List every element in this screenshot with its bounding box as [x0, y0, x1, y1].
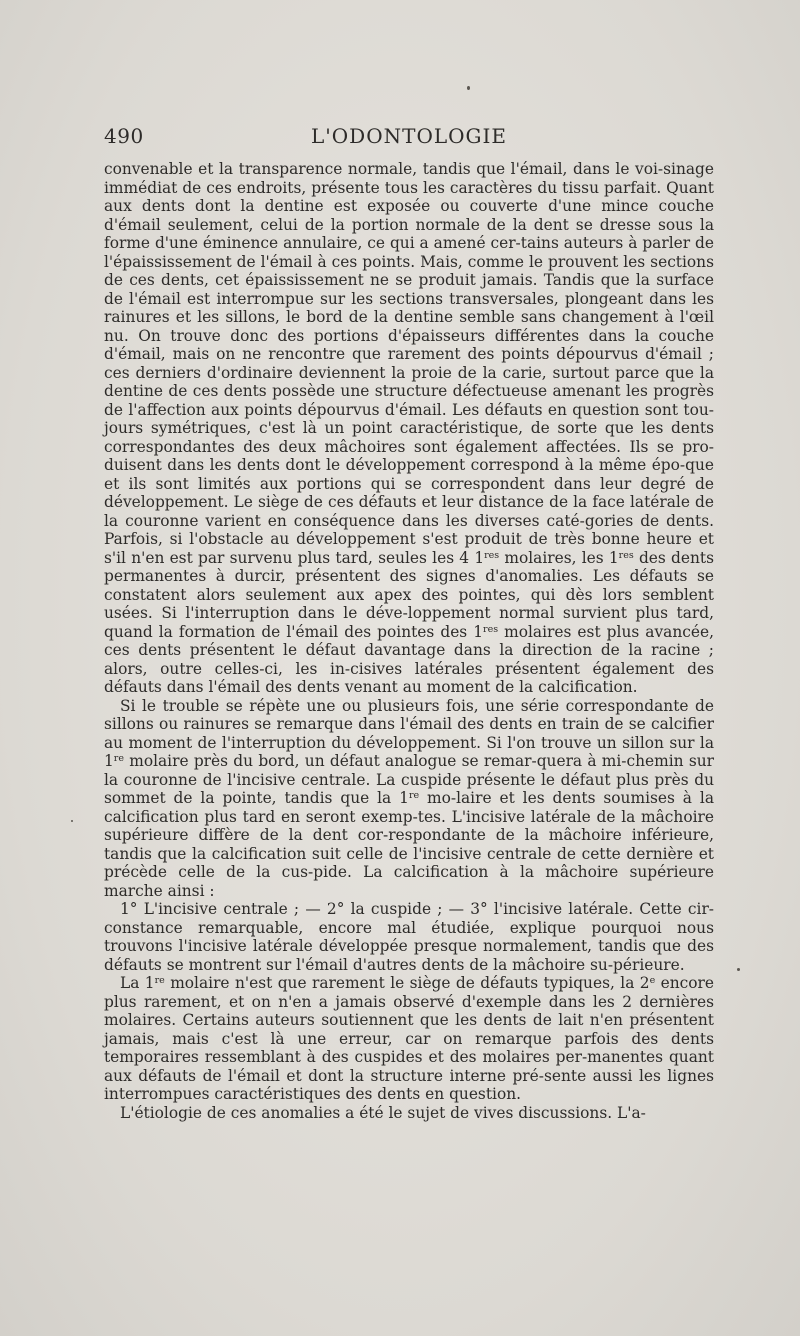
paragraph — [104, 1104, 714, 1123]
text-run: L'étiologie de ces anomalies a été le sujet de vives discussions. L'a- — [120, 1103, 646, 1122]
ordinal-superscript: re — [113, 753, 124, 764]
ordinal-superscript: res — [618, 549, 634, 561]
text-run: encore plus rarement, et on n'en a jamais observé d'exemple dans les 2 dernières molaires. Certains auteurs soutiennent que les dents de lait n'en présentent jamais, mais c'est là une erreur, car on remarque parfois des dents temporaires ressemblant à des cuspides et des molaires per-manentes quant aux défauts de l'émail et dont la structure interne pré-sente aussi les lignes interrompues caractéristiques des dents en question. — [104, 974, 714, 1103]
text-run: 1° L'incisive centrale ; — 2° la cuspide ; — 3° l'incisive latérale. Cette cir-constance remarquable, encore mal étudiée, explique pourquoi nous trouvons l'incisive latérale développée presque normalement, tandis que des défauts se montrent sur l'émail d'autres dents de la mâchoire su-périeure. — [104, 900, 714, 974]
text-run: La 1 — [120, 974, 155, 992]
ink-speck — [467, 86, 470, 90]
ordinal-superscript: re — [154, 975, 165, 986]
ink-speck — [71, 820, 73, 822]
text-run: molaires est plus avancée, ces dents présentent le défaut davantage dans la direction de la racine ; alors, outre celles-ci, les in-cisives latérales présentent également des défauts dans l'émail des dents venant au moment de la calcification. — [104, 622, 714, 696]
running-title: L'ODONTOLOGIE — [311, 124, 507, 148]
body-text — [104, 160, 714, 1122]
paragraph — [104, 697, 714, 901]
page-number: 490 — [104, 124, 144, 148]
paragraph — [104, 900, 714, 974]
text-run: molaire près du bord, un défaut analogue se remar-quera à mi-chemin sur la couronne de l'incisive centrale. La cuspide présente le défaut plus près du sommet de la pointe, tandis que la 1 — [104, 752, 714, 807]
paragraph — [104, 974, 714, 1104]
ordinal-superscript: res — [483, 623, 499, 635]
ordinal-superscript: re — [408, 790, 420, 801]
ink-speck — [737, 968, 740, 971]
text-run: mo-laire et les dents soumises à la calcification plus tard en seront exemp-tes. L'incisive latérale de la mâchoire supérieure diffère de la dent cor-respondante de la mâchoire inférieure, tandis que la calcification suit celle de l'incisive centrale de cette dernière et précède celle de la cus-pide. La calcification à la mâchoire supérieure marche ainsi : — [104, 789, 714, 900]
text-run: des dents permanentes à durcir, présentent des signes d'anomalies. Les défauts se constatent alors seulement aux apex des pointes, qui dès lors semblent usées. Si l'interruption dans le déve-loppement normal survient plus tard, quand la formation de l'émail des pointes des 1 — [104, 548, 714, 641]
text-run: molaires, les 1 — [499, 548, 619, 567]
ordinal-superscript: e — [649, 975, 656, 986]
text-run: Si le trouble se répète une ou plusieurs fois, une série correspondante de sillons ou rainures se remarque dans l'émail des dents en train de se calcifier au moment de l'interruption du développement. Si l'on trouve un sillon sur la 1 — [104, 696, 714, 770]
ordinal-superscript: res — [484, 549, 500, 561]
paragraph — [104, 160, 714, 697]
page-header — [104, 124, 714, 154]
text-run: molaire n'est que rarement le siège de défauts typiques, la 2 — [164, 974, 650, 992]
text-run: convenable et la transparence normale, tandis que l'émail, dans le voi-sinage immédiat de ces endroits, présente tous les caractères du tissu parfait. Quant aux dents dont la dentine est exposée ou couverte d'une mince couche d'émail seulement, celui de la portion normale de la dent se dresse sous la forme d'une éminence annulaire, ce qui a amené cer-tains auteurs à parler de l'épaississement de l'émail à ces points. Mais, comme le prouvent les sections de ces dents, cet épaississement ne se produit jamais. Tandis que la surface de l'émail est interrompue sur les sections transversales, plongeant dans les rainures et les sillons, le bord de la dentine semble sans changement à l'œil nu. On trouve donc des portions d'épaisseurs différentes dans la couche d'émail, mais on ne rencontre que rarement des points dépourvus d'émail ; ces derniers d'ordinaire deviennent la proie de la carie, surtout parce que la dentine de ces dents possède une structure défectueuse amenant les progrès de l'affection aux points dépourvus d'émail. Les défauts en question sont tou-jours symétriques, c'est là un point caractéristique, de sorte que les dents correspondantes des deux mâchoires sont également affectées. Ils se pro-duisent dans les dents dont le développement correspond à la même épo-que et ils sont limités aux portions qui se correspondent dans leur degré de développement. Le siège de ces défauts et leur distance de la face latérale de la couronne varient en conséquence dans les diverses caté-gories de dents. Parfois, si l'obstacle au développement s'est produit de très bonne heure et s'il n'en est par survenu plus tard, seules les 4 1 — [104, 160, 714, 567]
